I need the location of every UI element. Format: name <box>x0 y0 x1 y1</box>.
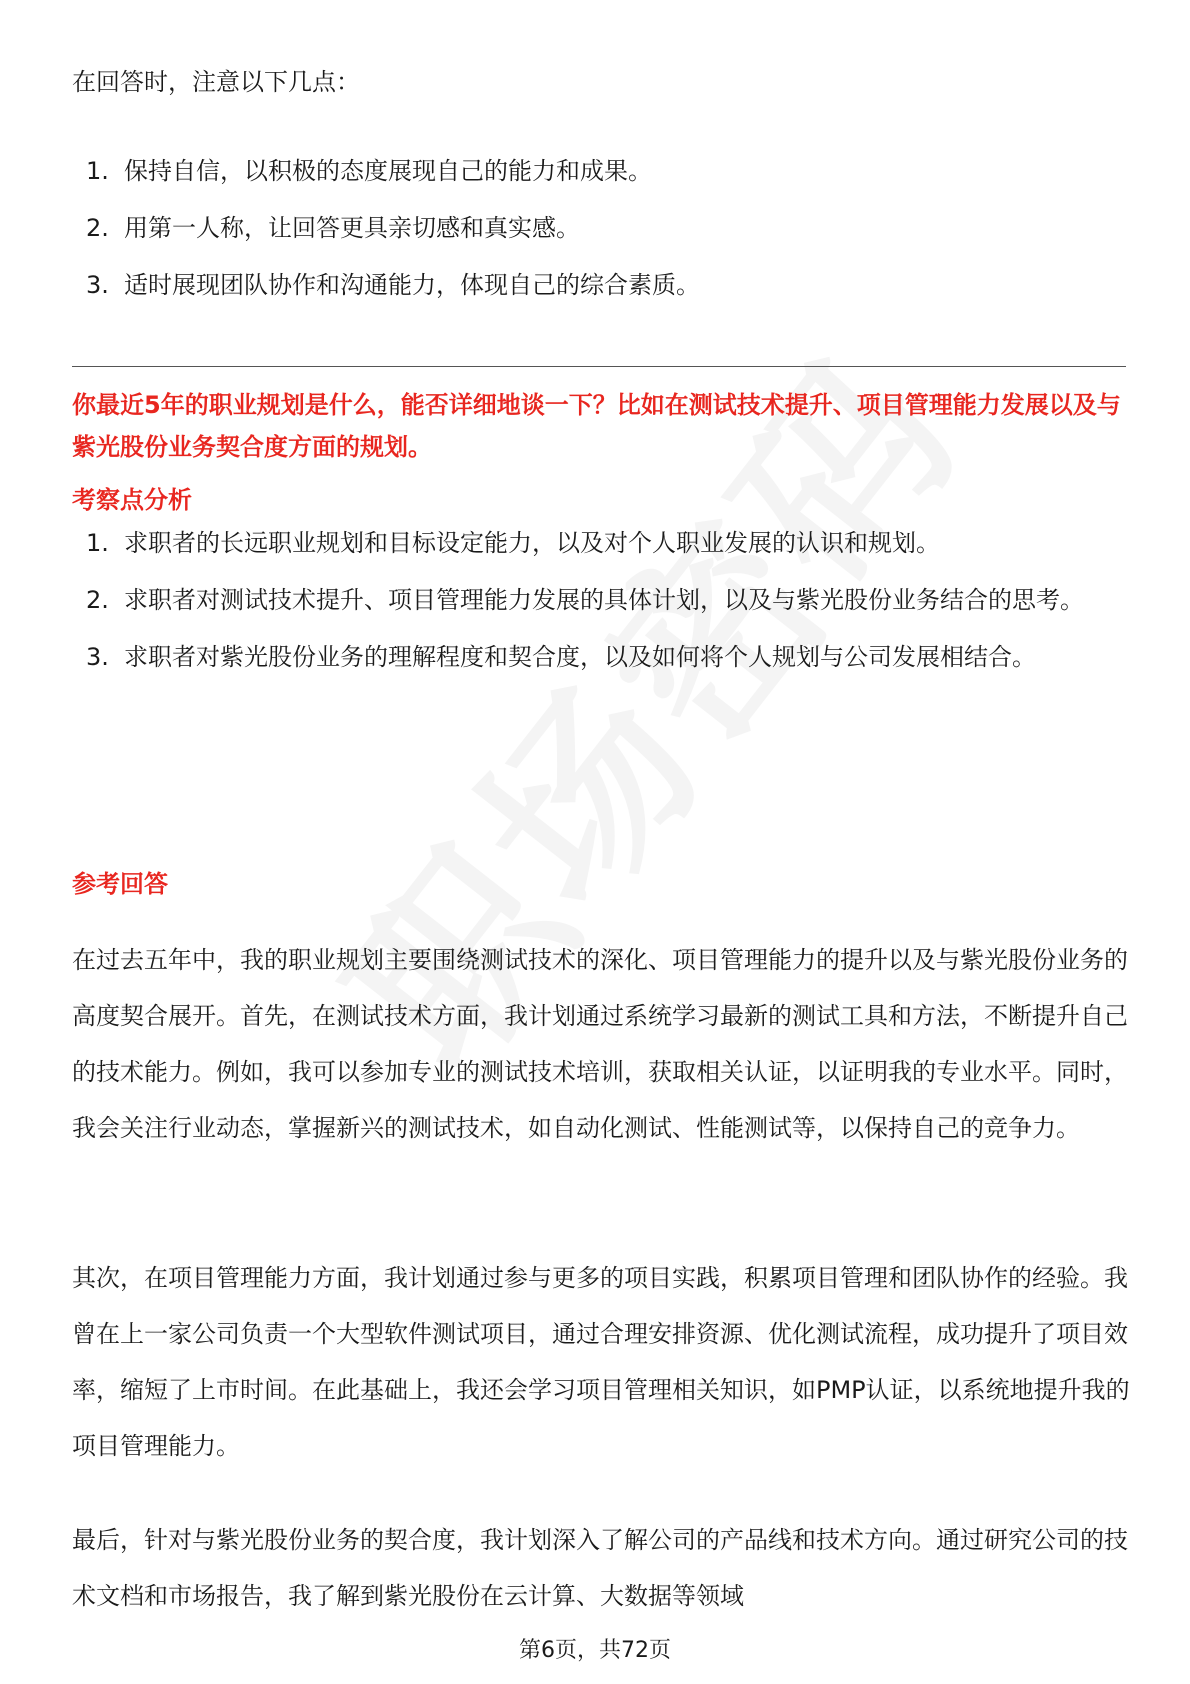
list-item <box>72 143 1122 200</box>
list-number: 1. <box>86 157 109 185</box>
answer-paragraph: 最后，针对与紫光股份业务的契合度，我计划深入了解公司的产品线和技术方向。通过研究公司的技术文档和市场报告，我了解到紫光股份在云计算、大数据等领域 <box>72 1526 1128 1610</box>
answer-paragraph: 其次，在项目管理能力方面，我计划通过参与更多的项目实践，积累项目管理和团队协作的经验。我曾在上一家公司负责一个大型软件测试项目，通过合理安排资源、优化测试流程，成功提升了项目效率，缩短了上市时间。在此基础上，我还会学习项目管理相关知识，如PMP认证，以系统地提升我的项目管理能力。 <box>72 1264 1130 1460</box>
answer-paragraph: 在过去五年中，我的职业规划主要围绕测试技术的深化、项目管理能力的提升以及与紫光股份业务的高度契合展开。首先，在测试技术方面，我计划通过系统学习最新的测试工具和方法，不断提升自己的技术能力。例如，我可以参加专业的测试技术培训，获取相关认证，以证明我的专业水平。同时，我会关注行业动态，掌握新兴的测试技术，如自动化测试、性能测试等，以保持自己的竞争力。 <box>72 946 1128 1142</box>
analysis-heading: 考察点分析 <box>72 486 192 514</box>
list-item-text: 保持自信，以积极的态度展现自己的能力和成果。 <box>124 157 652 185</box>
list-item <box>72 200 1122 257</box>
intro-text: 在回答时，注意以下几点： <box>72 68 360 96</box>
list-number: 1. <box>86 529 109 557</box>
list-number: 3. <box>86 643 109 671</box>
list-item <box>72 515 1122 572</box>
list-item-text: 求职者对测试技术提升、项目管理能力发展的具体计划，以及与紫光股份业务结合的思考。 <box>124 586 1084 614</box>
answer-heading: 参考回答 <box>72 870 168 898</box>
list-number: 2. <box>86 586 109 614</box>
list-item <box>72 629 1122 686</box>
interview-question: 你最近5年的职业规划是什么，能否详细地谈一下？比如在测试技术提升、项目管理能力发展以及与紫光股份业务契合度方面的规划。 <box>72 391 1121 461</box>
analysis-list <box>72 515 1122 686</box>
list-item-text: 求职者对紫光股份业务的理解程度和契合度，以及如何将个人规划与公司发展相结合。 <box>124 643 1036 671</box>
list-number: 2. <box>86 214 109 242</box>
list-item <box>72 572 1122 629</box>
list-item <box>72 257 1122 314</box>
tips-list <box>72 143 1122 314</box>
list-item-text: 用第一人称，让回答更具亲切感和真实感。 <box>124 214 580 242</box>
page-number: 第6页，共72页 <box>519 1638 671 1663</box>
list-item-text: 求职者的长远职业规划和目标设定能力，以及对个人职业发展的认识和规划。 <box>124 529 940 557</box>
section-divider <box>72 366 1126 367</box>
list-number: 3. <box>86 271 109 299</box>
list-item-text: 适时展现团队协作和沟通能力，体现自己的综合素质。 <box>124 271 700 299</box>
